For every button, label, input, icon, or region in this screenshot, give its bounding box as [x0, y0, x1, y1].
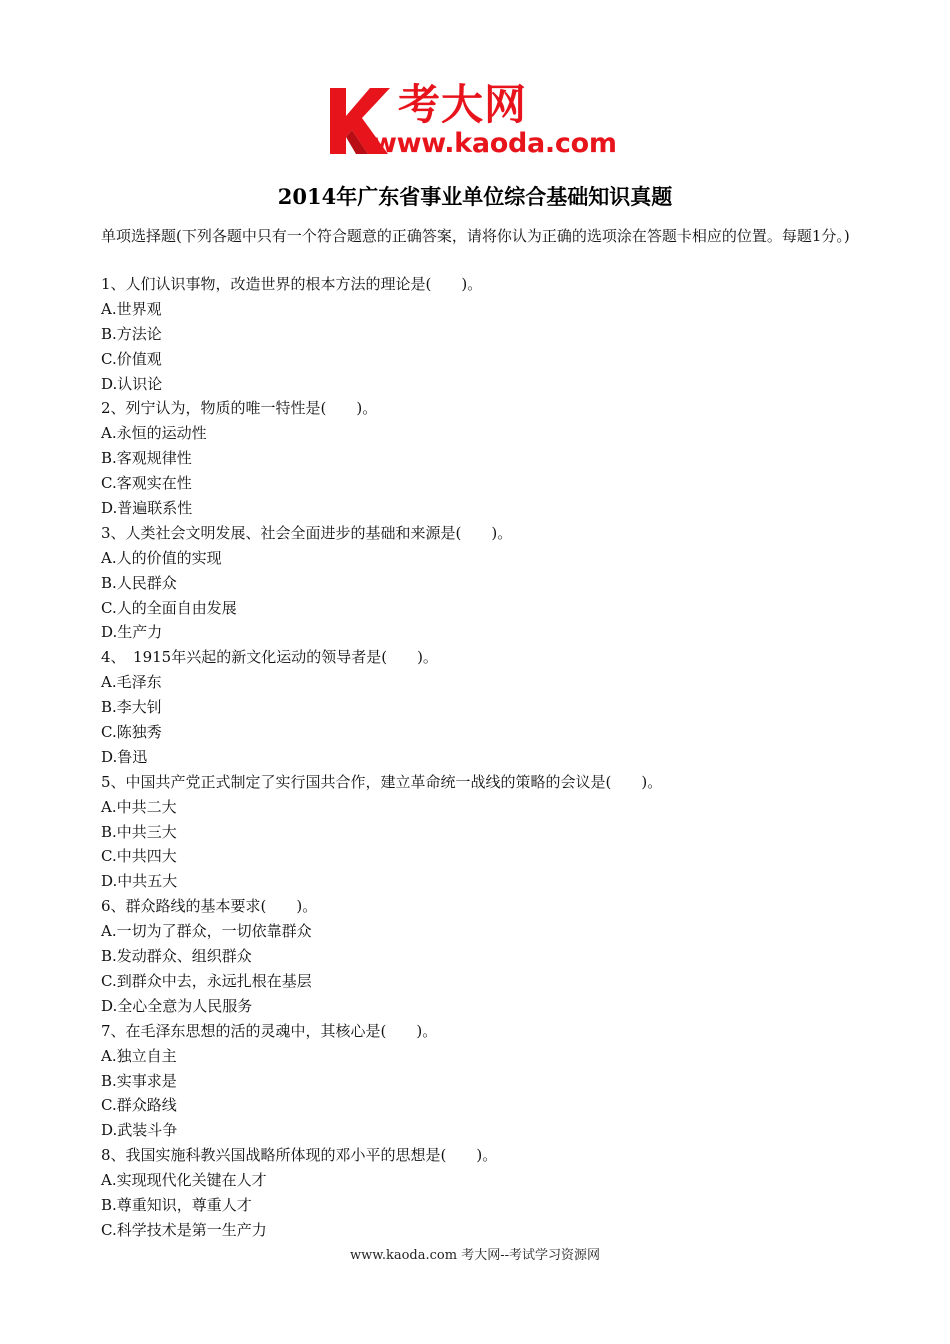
question-list: [101, 272, 891, 1243]
answer-option: A.实现现代化关键在人才: [101, 1171, 267, 1190]
question-stem: 1、人们认识事物，改造世界的根本方法的理论是( )。: [101, 275, 483, 293]
answer-option: B.方法论: [101, 324, 162, 343]
answer-option: A.永恒的运动性: [101, 424, 207, 443]
answer-option: D.认识论: [101, 374, 163, 393]
logo-site-url: www.kaoda.com: [372, 128, 617, 159]
answer-option: A.人的价值的实现: [101, 548, 222, 567]
question-stem: 3、人类社会文明发展、社会全面进步的基础和来源是( )。: [101, 523, 513, 542]
answer-option: A.毛泽东: [101, 673, 162, 692]
answer-option: B.发动群众、组织群众: [101, 947, 252, 966]
answer-option: D.中共五大: [101, 872, 178, 891]
section-instructions: 单项选择题(下列各题中只有一个符合题意的正确答案，请将你认为正确的选项涂在答题卡相应的位置。每题1分。): [101, 227, 850, 245]
answer-option: A.中共二大: [101, 797, 177, 816]
answer-option: B.客观规律性: [101, 449, 192, 468]
answer-option: B.李大钊: [101, 698, 162, 717]
answer-option: A.独立自主: [101, 1046, 177, 1065]
answer-option: C.科学技术是第一生产力: [101, 1220, 267, 1239]
answer-option: D.鲁迅: [101, 747, 148, 766]
page-footer: www.kaoda.com 考大网--考试学习资源网: [350, 1248, 600, 1263]
answer-option: B.人民群众: [101, 573, 177, 592]
question-stem: 6、群众路线的基本要求( )。: [101, 897, 318, 916]
answer-option: C.人的全面自由发展: [101, 598, 237, 617]
logo-site-name: 考大网: [398, 80, 528, 129]
answer-option: D.武装斗争: [101, 1121, 178, 1140]
question-stem: 2、列宁认为，物质的唯一特性是( )。: [101, 399, 378, 418]
answer-option: A.一切为了群众，一切依靠群众: [101, 922, 312, 941]
answer-option: B.实事求是: [101, 1071, 177, 1090]
answer-option: C.到群众中去，永远扎根在基层: [101, 971, 312, 990]
answer-option: B.中共三大: [101, 822, 177, 841]
answer-option: D.全心全意为人民服务: [101, 996, 253, 1015]
answer-option: C.价值观: [101, 349, 162, 368]
site-logo: [326, 80, 646, 162]
answer-option: A.世界观: [101, 299, 162, 318]
answer-option: C.中共四大: [101, 847, 177, 866]
question-stem: 5、中国共产党正式制定了实行国共合作，建立革命统一战线的策略的会议是( )。: [101, 772, 663, 791]
document-title: 2014年广东省事业单位综合基础知识真题: [277, 184, 673, 209]
question-stem: 8、我国实施科教兴国战略所体现的邓小平的思想是( )。: [101, 1146, 498, 1165]
answer-option: C.客观实在性: [101, 474, 192, 493]
answer-option: D.生产力: [101, 623, 163, 642]
answer-option: B.尊重知识，尊重人才: [101, 1195, 252, 1214]
question-stem: 4、 1915年兴起的新文化运动的领导者是( )。: [101, 648, 438, 667]
answer-option: D.普遍联系性: [101, 499, 193, 518]
answer-option: C.陈独秀: [101, 723, 162, 742]
answer-option: C.群众路线: [101, 1096, 177, 1115]
question-stem: 7、在毛泽东思想的活的灵魂中，其核心是( )。: [101, 1021, 438, 1040]
